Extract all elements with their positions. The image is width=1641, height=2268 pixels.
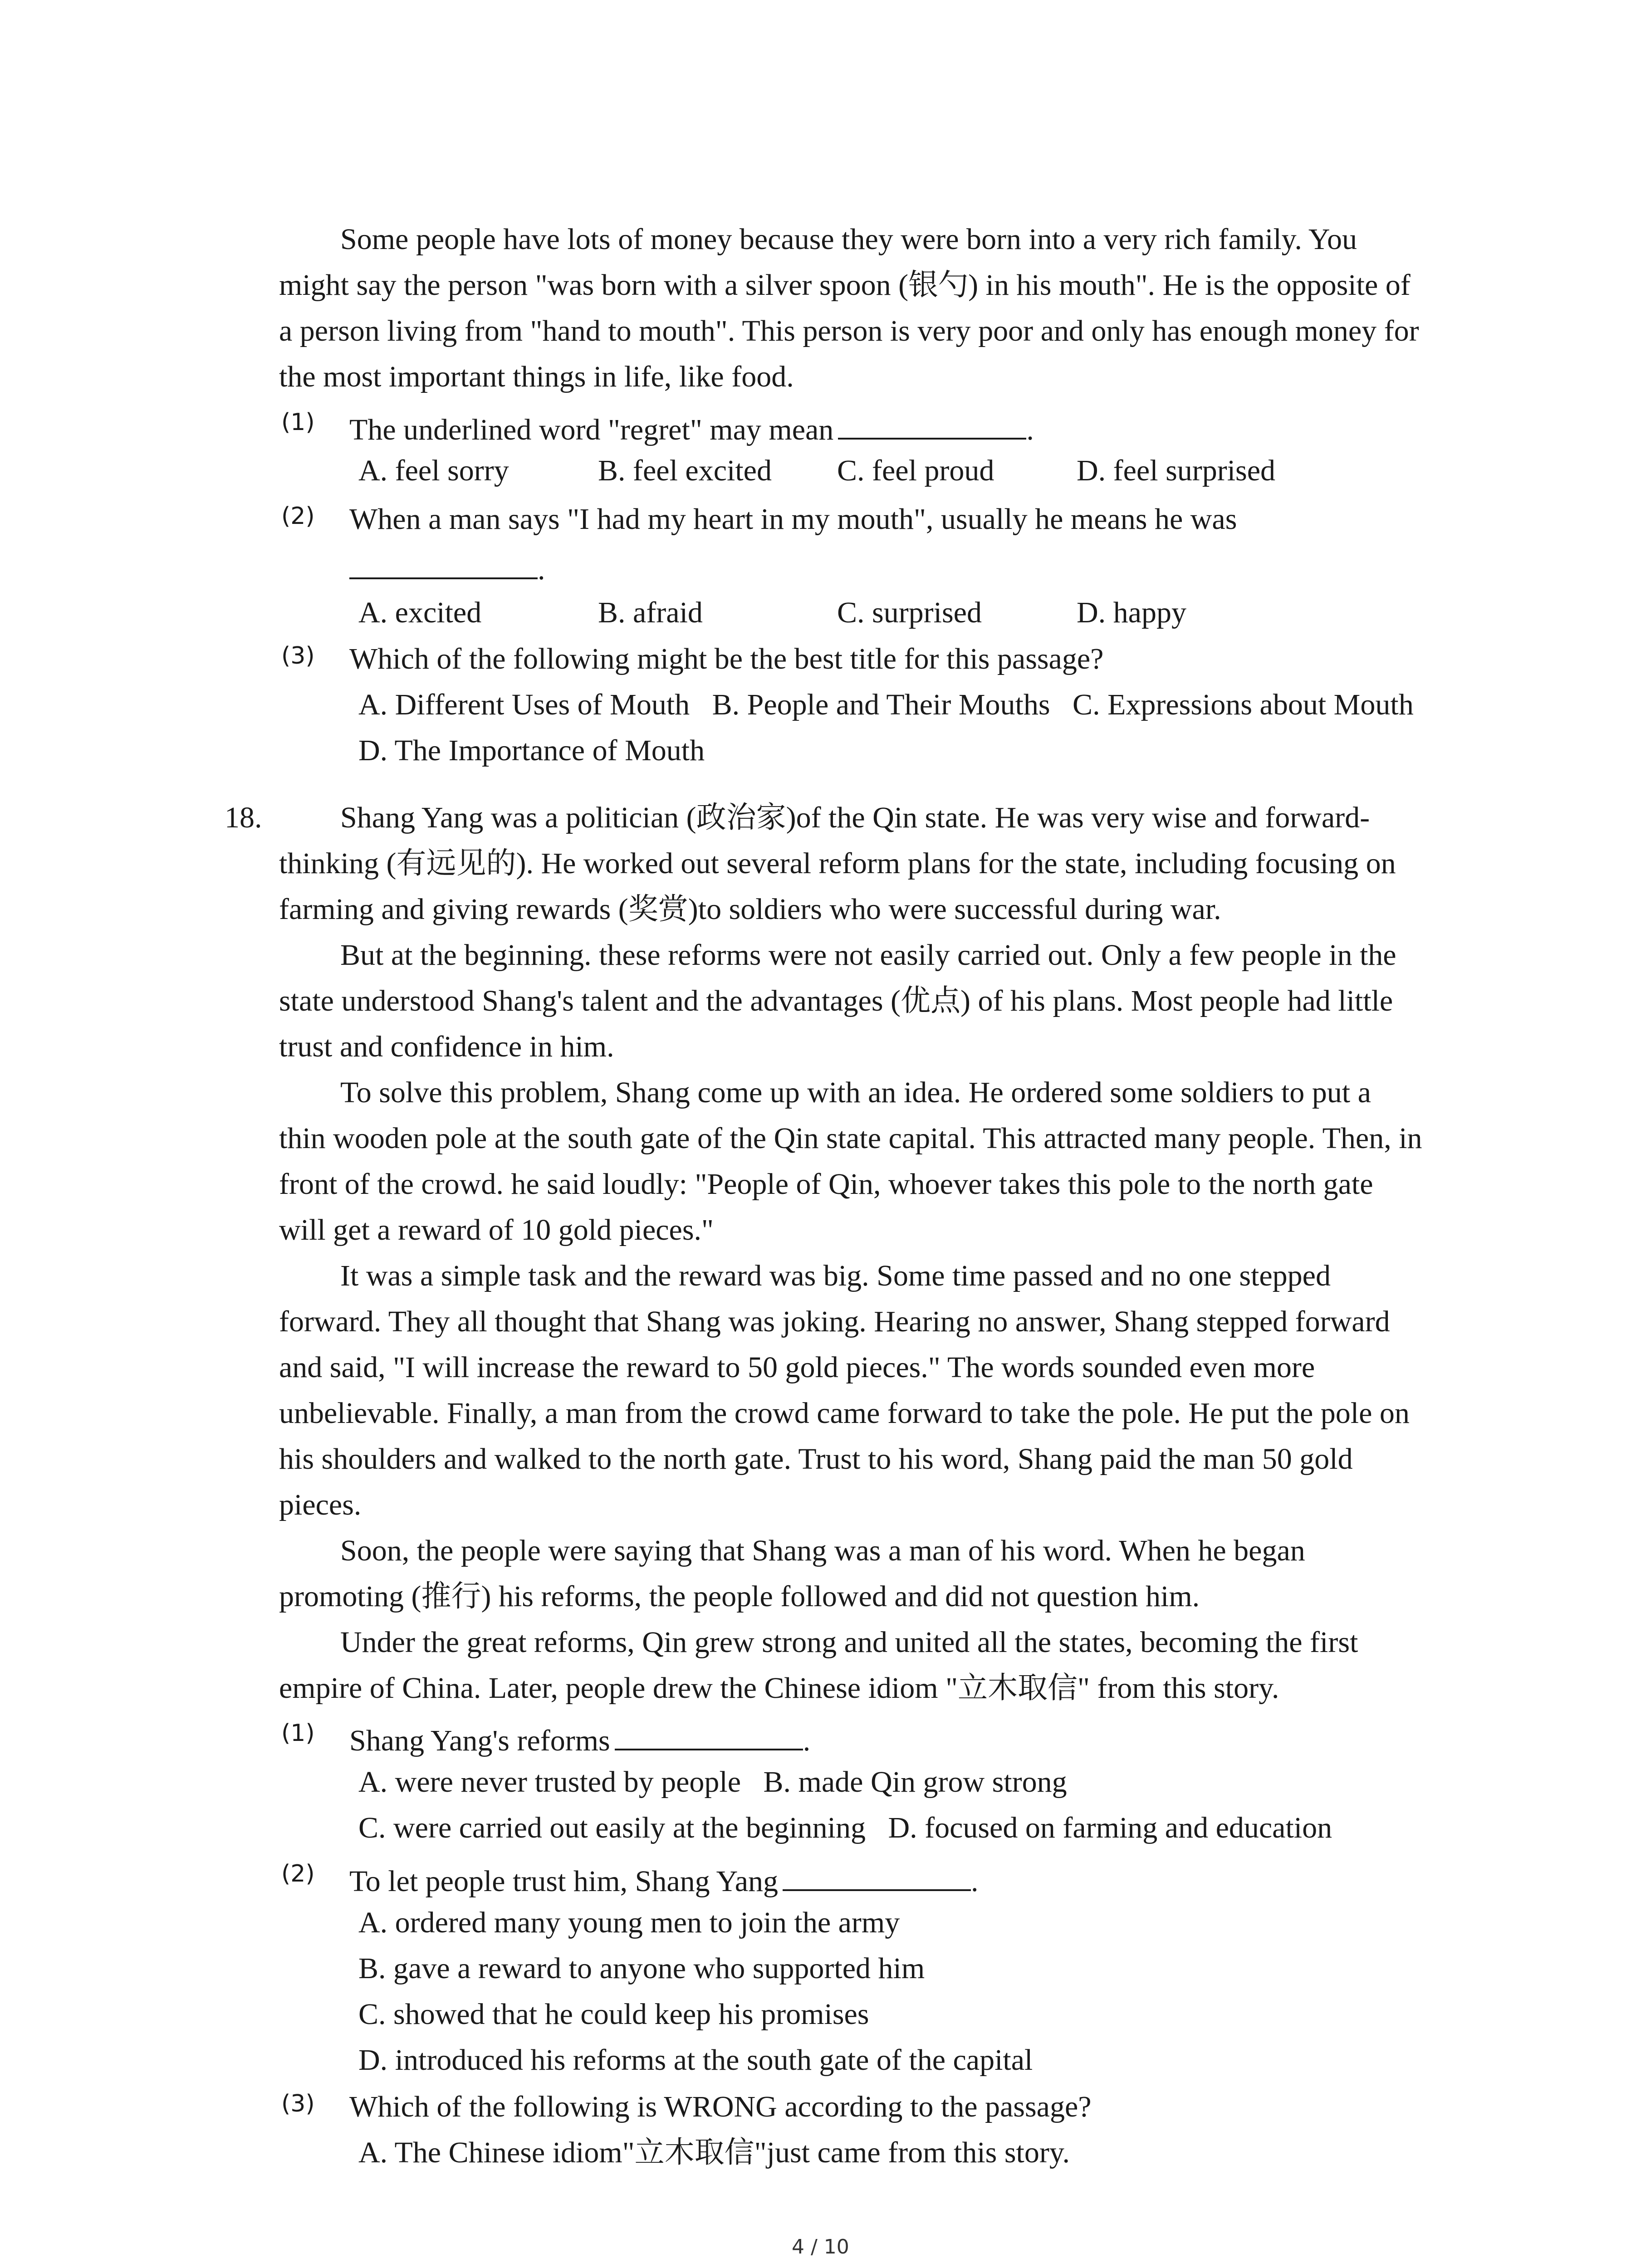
answer-blank — [349, 550, 538, 579]
p17-passage-line: might say the person "was born with a silver spoon (银勺) in his mouth". He is the opposite of — [279, 269, 1411, 302]
p18-passage-line: state understood Shang's talent and the advantages (优点) of his plans. Most people had little — [279, 984, 1393, 1017]
p18-passage-line: will get a reward of 10 gold pieces." — [279, 1213, 714, 1246]
p18-passage-line: But at the beginning. these reforms were not easily carried out. Only a few people in the — [340, 938, 1396, 972]
p18-q3-number: (3) — [281, 2090, 315, 2117]
p18-q2-option-b: B. gave a reward to anyone who supported him — [358, 1952, 925, 1985]
p17-q3-options-line: D. The Importance of Mouth — [358, 734, 705, 767]
p18-passage-line: and said, "I will increase the reward to 50 gold pieces." The words sounded even more — [279, 1351, 1315, 1384]
p18-passage-line: forward. They all thought that Shang was joking. Hearing no answer, Shang stepped forward — [279, 1305, 1390, 1338]
p17-passage-line: the most important things in life, like food. — [279, 360, 794, 393]
p18-q1-end: . — [803, 1724, 811, 1757]
p18-q2-number: (2) — [281, 1860, 315, 1887]
p17-q1-end: . — [1026, 413, 1034, 446]
p18-passage-line: To solve this problem, Shang come up with an idea. He ordered some soldiers to put a — [340, 1076, 1371, 1109]
p17-q1-number: (1) — [281, 409, 315, 436]
p18-q3-option-a: A. The Chinese idiom"立木取信"just came from this story. — [358, 2136, 1070, 2169]
p17-q1-option-c: C. feel proud — [837, 454, 994, 487]
answer-blank — [615, 1721, 803, 1750]
page-number: 4 / 10 — [792, 2235, 849, 2258]
p18-q2-option-a: A. ordered many young men to join the army — [358, 1906, 900, 1939]
p18-number: 18. — [225, 801, 262, 834]
p18-q2-end: . — [971, 1865, 979, 1898]
p17-q2-number: (2) — [281, 503, 315, 530]
answer-blank — [838, 411, 1026, 440]
p18-passage-line: promoting (推行) his reforms, the people followed and did not question him. — [279, 1580, 1200, 1613]
p18-passage-line: Under the great reforms, Qin grew strong and united all the states, becoming the first — [340, 1626, 1358, 1659]
p18-q1-options-line: C. were carried out easily at the beginning D. focused on farming and education — [358, 1811, 1332, 1844]
p18-passage-line: It was a simple task and the reward was big. Some time passed and no one stepped — [340, 1259, 1331, 1292]
p17-q2-stem: When a man says "I had my heart in my mouth", usually he means he was — [349, 503, 1237, 536]
p17-q2-end: . — [538, 553, 545, 586]
p17-q2-blank-line — [345, 550, 545, 585]
p18-q2-stem — [349, 1862, 979, 1897]
p18-q3-stem: Which of the following is WRONG according to the passage? — [349, 2090, 1092, 2123]
p18-passage-line: thin wooden pole at the south gate of the Qin state capital. This attracted many people. Then, in — [279, 1122, 1422, 1155]
p17-q2-option-a: A. excited — [358, 596, 482, 629]
p18-q2-option-c: C. showed that he could keep his promises — [358, 1998, 869, 2031]
p18-passage-line: thinking (有远见的). He worked out several reform plans for the state, including focusing on — [279, 847, 1396, 880]
p18-passage-line: front of the crowd. he said loudly: "People of Qin, whoever takes this pole to the north gate — [279, 1168, 1373, 1201]
p17-q1-stem — [349, 411, 1034, 445]
p17-q2-option-b: B. afraid — [598, 596, 703, 629]
p18-q1-stem — [349, 1721, 810, 1756]
p18-q1-number: (1) — [281, 1720, 315, 1747]
p18-passage-line: unbelievable. Finally, a man from the crowd came forward to take the pole. He put the pole on — [279, 1397, 1410, 1430]
p17-q3-stem: Which of the following might be the best title for this passage? — [349, 642, 1104, 675]
p18-passage-line: his shoulders and walked to the north gate. Trust to his word, Shang paid the man 50 gold — [279, 1442, 1353, 1476]
p18-q1-text: Shang Yang's reforms — [349, 1724, 610, 1757]
p18-passage-line: Shang Yang was a politician (政治家)of the Qin state. He was very wise and forward- — [340, 801, 1370, 834]
p17-q1-text: The underlined word "regret" may mean — [349, 413, 834, 446]
p17-q1-option-a: A. feel sorry — [358, 454, 509, 487]
p18-passage-line: trust and confidence in him. — [279, 1030, 614, 1063]
p18-q1-options-line: A. were never trusted by people B. made Qin grow strong — [358, 1765, 1067, 1799]
p17-q2-option-d: D. happy — [1077, 596, 1186, 629]
p17-q2-option-c: C. surprised — [837, 596, 982, 629]
p17-passage-line: Some people have lots of money because they were born into a very rich family. You — [340, 223, 1357, 256]
p17-q3-options-line: A. Different Uses of Mouth B. People and Their Mouths C. Expressions about Mouth — [358, 688, 1414, 721]
p17-passage-line: a person living from "hand to mouth". This person is very poor and only has enough money for — [279, 314, 1419, 347]
p18-passage-line: farming and giving rewards (奖赏)to soldiers who were successful during war. — [279, 893, 1221, 926]
p18-q2-text: To let people trust him, Shang Yang — [349, 1865, 779, 1898]
p18-passage-line: empire of China. Later, people drew the Chinese idiom "立木取信" from this story. — [279, 1672, 1279, 1705]
p18-passage-line: pieces. — [279, 1488, 362, 1521]
p18-passage-line: Soon, the people were saying that Shang was a man of his word. When he began — [340, 1534, 1305, 1567]
p18-q2-option-d: D. introduced his reforms at the south gate of the capital — [358, 2043, 1033, 2077]
answer-blank — [783, 1862, 971, 1891]
p17-q1-option-b: B. feel excited — [598, 454, 772, 487]
p17-q3-number: (3) — [281, 642, 315, 670]
p17-q1-option-d: D. feel surprised — [1077, 454, 1276, 487]
